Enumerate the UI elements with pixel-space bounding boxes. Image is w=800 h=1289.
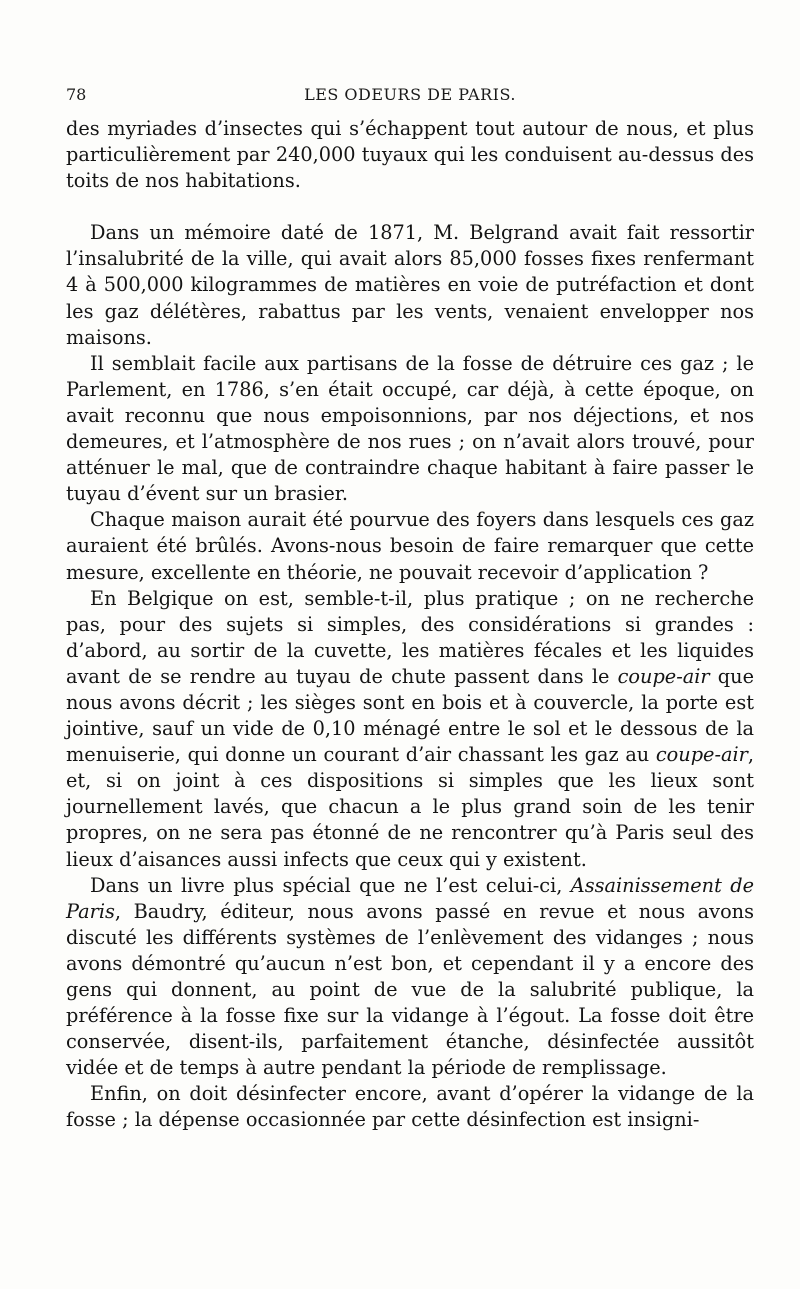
paragraph-foyers: Chaque maison aurait été pourvue des foyers dans lesquels ces gaz auraient été brûlés. Avons-nous besoin de faire remarquer que cette mesure, excellente en théorie, ne pouvait recevoir d’application ? <box>66 508 754 584</box>
text-segment: Dans un livre plus spécial que ne l’est celui-ci, <box>90 873 571 897</box>
page-number: 78 <box>66 85 87 104</box>
italic-term-coupe-air: coupe-air <box>655 743 748 767</box>
text-segment: , et, si on joint à ces dispositions si simples que les lieux sont journellement lavés, que chacun a le plus grand soin de les tenir propres, on ne sera pas étonné de ne rencontrer qu’à Paris seul des lieux d’aisances aussi infects que ceux qui y existent. <box>66 743 754 871</box>
italic-book-title: Assainissement de Paris <box>66 873 754 923</box>
paragraph-assainissement <box>66 873 754 1082</box>
paragraph-belgrand: Dans un mémoire daté de 1871, M. Belgrand avait fait ressortir l’insalubrité de la ville, qui avait alors 85,000 fosses fixes renfermant 4 à 500,000 kilogrammes de matières en voie de putréfaction et dont les gaz délétères, rabattus par les vents, venaient envelopper nos maisons. <box>66 221 754 349</box>
paragraph-belgique <box>66 586 754 873</box>
italic-term-coupe-air: coupe-air <box>617 664 710 688</box>
running-head <box>66 85 754 109</box>
running-title: LES ODEURS DE PARIS. <box>304 85 516 104</box>
text-segment: , Baudry, éditeur, nous avons passé en revue et nous avons discuté les différents systèmes de l’enlèvement des vidanges ; nous avons démontré qu’aucun n’est bon, et cependant il y a encore des gens qui donnent, au point de vue de la salubrité publique, la préférence à la fosse fixe sur la vidange à l’égout. La fosse doit être conservée, disent-ils, parfaitement étanche, désinfectée aussitôt vidée et de temps à autre pendant la période de remplissage. <box>66 899 754 1080</box>
paragraph-insects: des myriades d’insectes qui s’échappent tout autour de nous, et plus particulièrement par 240,000 tuyaux qui les conduisent au-dessus des toits de nos habitations. <box>66 117 754 193</box>
text-segment: que nous avons décrit ; les sièges sont en bois et à couvercle, la porte est jointive, sauf un vide de 0,10 ménagé entre le sol et le dessous de la menuiserie, qui donne un courant d’air chassant les gaz au <box>66 664 754 767</box>
paragraph-parlement: Il semblait facile aux partisans de la fosse de détruire ces gaz ; le Parlement, en 1786, s’en était occupé, car déjà, à cette époque, on avait reconnu que nous empoisonnions, par nos déjections, et nos demeures, et l’atmosphère de nos rues ; on n’avait alors trouvé, pour atténuer le mal, que de contraindre chaque habitant à faire passer le tuyau d’évent sur un brasier. <box>66 351 754 506</box>
body-text <box>66 116 754 1134</box>
text-segment: En Belgique on est, semble-t-il, plus pratique ; on ne recherche pas, pour des sujets si simples, des considérations si grandes : d’abord, au sortir de la cuvette, les matières fécales et les liquides avant de se rendre au tuyau de chute passent dans le <box>66 586 754 688</box>
paragraph-enfin: Enfin, on doit désinfecter encore, avant d’opérer la vidange de la fosse ; la dépense occasionnée par cette désinfection est insigni- <box>66 1082 754 1132</box>
